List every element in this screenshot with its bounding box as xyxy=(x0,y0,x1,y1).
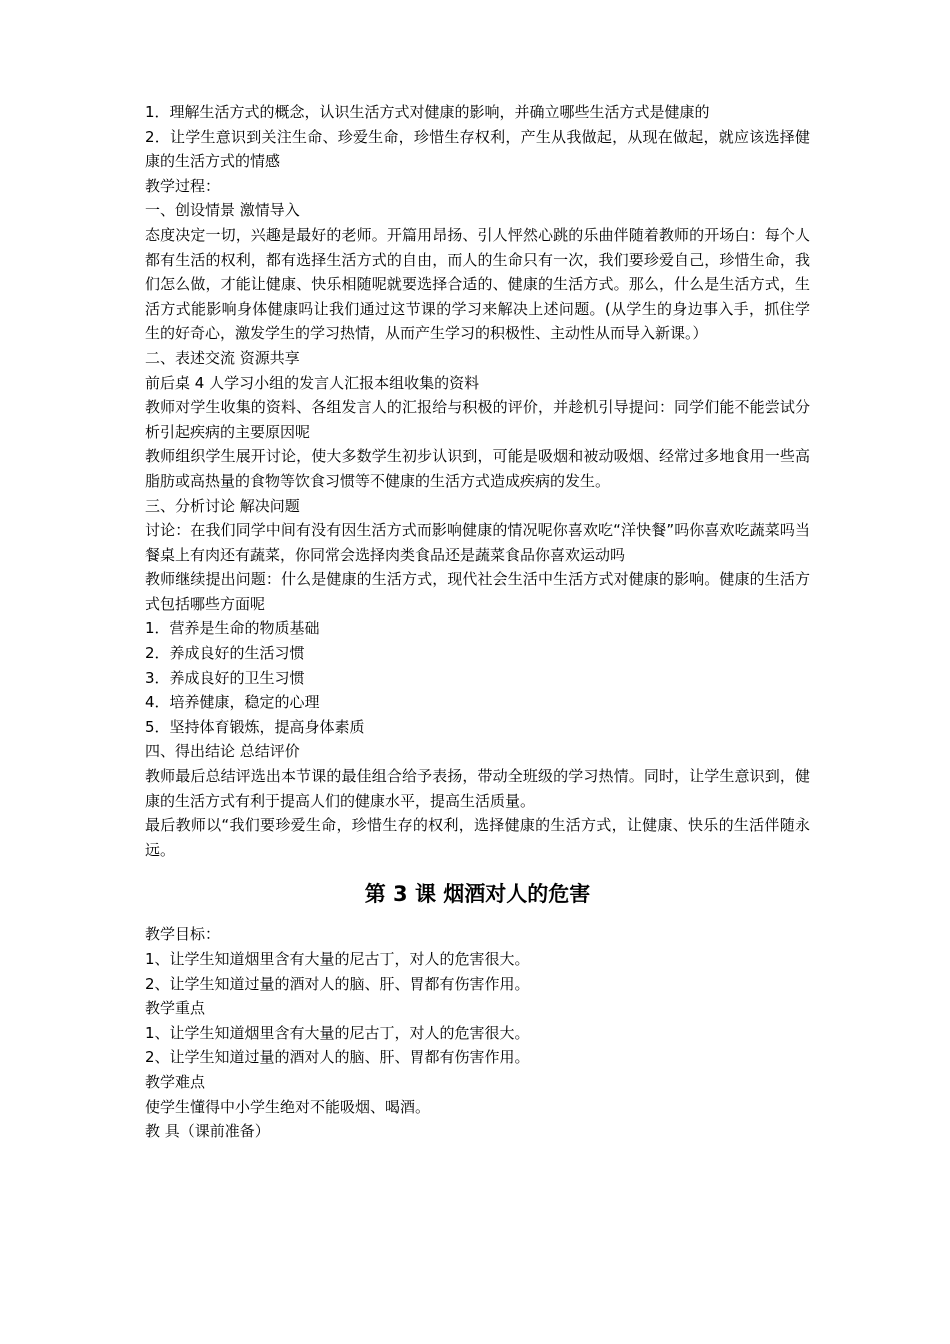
lesson3-label-difficulty: 教学难点 xyxy=(145,1072,206,1091)
lesson3-label-objectives: 教学目标： xyxy=(145,925,221,944)
step-3-heading: 三、分析讨论 解决问题 xyxy=(145,496,300,515)
list-item: 4．培养健康，稳定的心理 xyxy=(145,693,320,712)
step-2-paragraph-2: 教师对学生收集的资料、各组发言人的汇报给与积极的评价，并趁机引导提问：同学们能不能尝试分析引起疾病的主要原因呢 xyxy=(145,398,810,441)
list-item: 3．养成良好的卫生习惯 xyxy=(145,668,305,687)
list-item: 2．养成良好的生活习惯 xyxy=(145,644,305,663)
step-4-paragraph-1: 教师最后总结评选出本节课的最佳组合给予表扬，带动全班级的学习热情。同时，让学生意识到，健康的生活方式有利于提高人们的健康水平，提高生活质量。 xyxy=(145,767,810,810)
document-page xyxy=(145,100,810,1144)
step-2-paragraph-1: 前后桌 4 人学习小组的发言人汇报本组收集的资料 xyxy=(145,373,480,392)
lesson-title: 第 3 课 烟酒对人的危害 xyxy=(364,882,591,907)
step-4-paragraph-2: 最后教师以“我们要珍爱生命，珍惜生存的权利，选择健康的生活方式，让健康、快乐的生活伴随永远。 xyxy=(145,816,810,859)
lesson3-label-tools: 教 具（课前准备） xyxy=(145,1122,270,1141)
section-heading: 教学过程： xyxy=(145,176,221,195)
step-1-heading: 一、创设情景 激情导入 xyxy=(145,201,300,220)
step-3-paragraph-2: 教师继续提出问题：什么是健康的生活方式，现代社会生活中生活方式对健康的影响。健康的生活方式包括哪些方面呢 xyxy=(145,570,810,613)
step-4-heading: 四、得出结论 总结评价 xyxy=(145,742,300,761)
list-item: 1．营养是生命的物质基础 xyxy=(145,619,320,638)
list-item: 5．坚持体育锻炼，提高身体素质 xyxy=(145,717,365,736)
objective-1: 1．理解生活方式的概念，认识生活方式对健康的影响，并确立哪些生活方式是健康的 xyxy=(145,103,710,121)
objective-2: 2．让学生意识到关注生命、珍爱生命，珍惜生存权利，产生从我做起，从现在做起，就应该选择健康的生活方式的情感 xyxy=(145,127,810,171)
lesson3-label-key-points: 教学重点 xyxy=(145,999,206,1018)
lesson3-objective-2: 2、让学生知道过量的酒对人的脑、肝、胃都有伤害作用。 xyxy=(145,974,530,993)
step-1-paragraph: 态度决定一切，兴趣是最好的老师。开篇用昂扬、引人怦然心跳的乐曲伴随着教师的开场白：每个人都有生活的权利，都有选择生活方式的自由，而人的生命只有一次，我们要珍爱自己，珍惜生命，我们怎么做，才能让健康、快乐相随呢就要选择合适的、健康的生活方式。那么，什么是生活方式，生活方式能影响身体健康吗让我们通过这节课的学习来解决上述问题。(从学生的身边事入手，抓住学生的好奇心，激发学生的学习热情，从而产生学习的积极性、主动性从而导入新课。） xyxy=(145,225,810,343)
step-2-heading: 二、表述交流 资源共享 xyxy=(145,348,300,367)
lesson3-key-point-2: 2、让学生知道过量的酒对人的脑、肝、胃都有伤害作用。 xyxy=(145,1048,530,1067)
step-2-paragraph-3: 教师组织学生展开讨论，使大多数学生初步认识到，可能是吸烟和被动吸烟、经常过多地食用一些高脂肪或高热量的食物等饮食习惯等不健康的生活方式造成疾病的发生。 xyxy=(145,447,810,490)
lesson3-objective-1: 1、让学生知道烟里含有大量的尼古丁，对人的危害很大。 xyxy=(145,950,530,968)
lesson3-difficulty: 使学生懂得中小学生绝对不能吸烟、喝酒。 xyxy=(145,1097,431,1116)
step-3-paragraph-1: 讨论：在我们同学中间有没有因生活方式而影响健康的情况呢你喜欢吃“洋快餐”吗你喜欢吃蔬菜吗当餐桌上有肉还有蔬菜，你同常会选择肉类食品还是蔬菜食品你喜欢运动吗 xyxy=(145,521,810,564)
lesson3-key-point-1: 1、让学生知道烟里含有大量的尼古丁，对人的危害很大。 xyxy=(145,1023,530,1042)
